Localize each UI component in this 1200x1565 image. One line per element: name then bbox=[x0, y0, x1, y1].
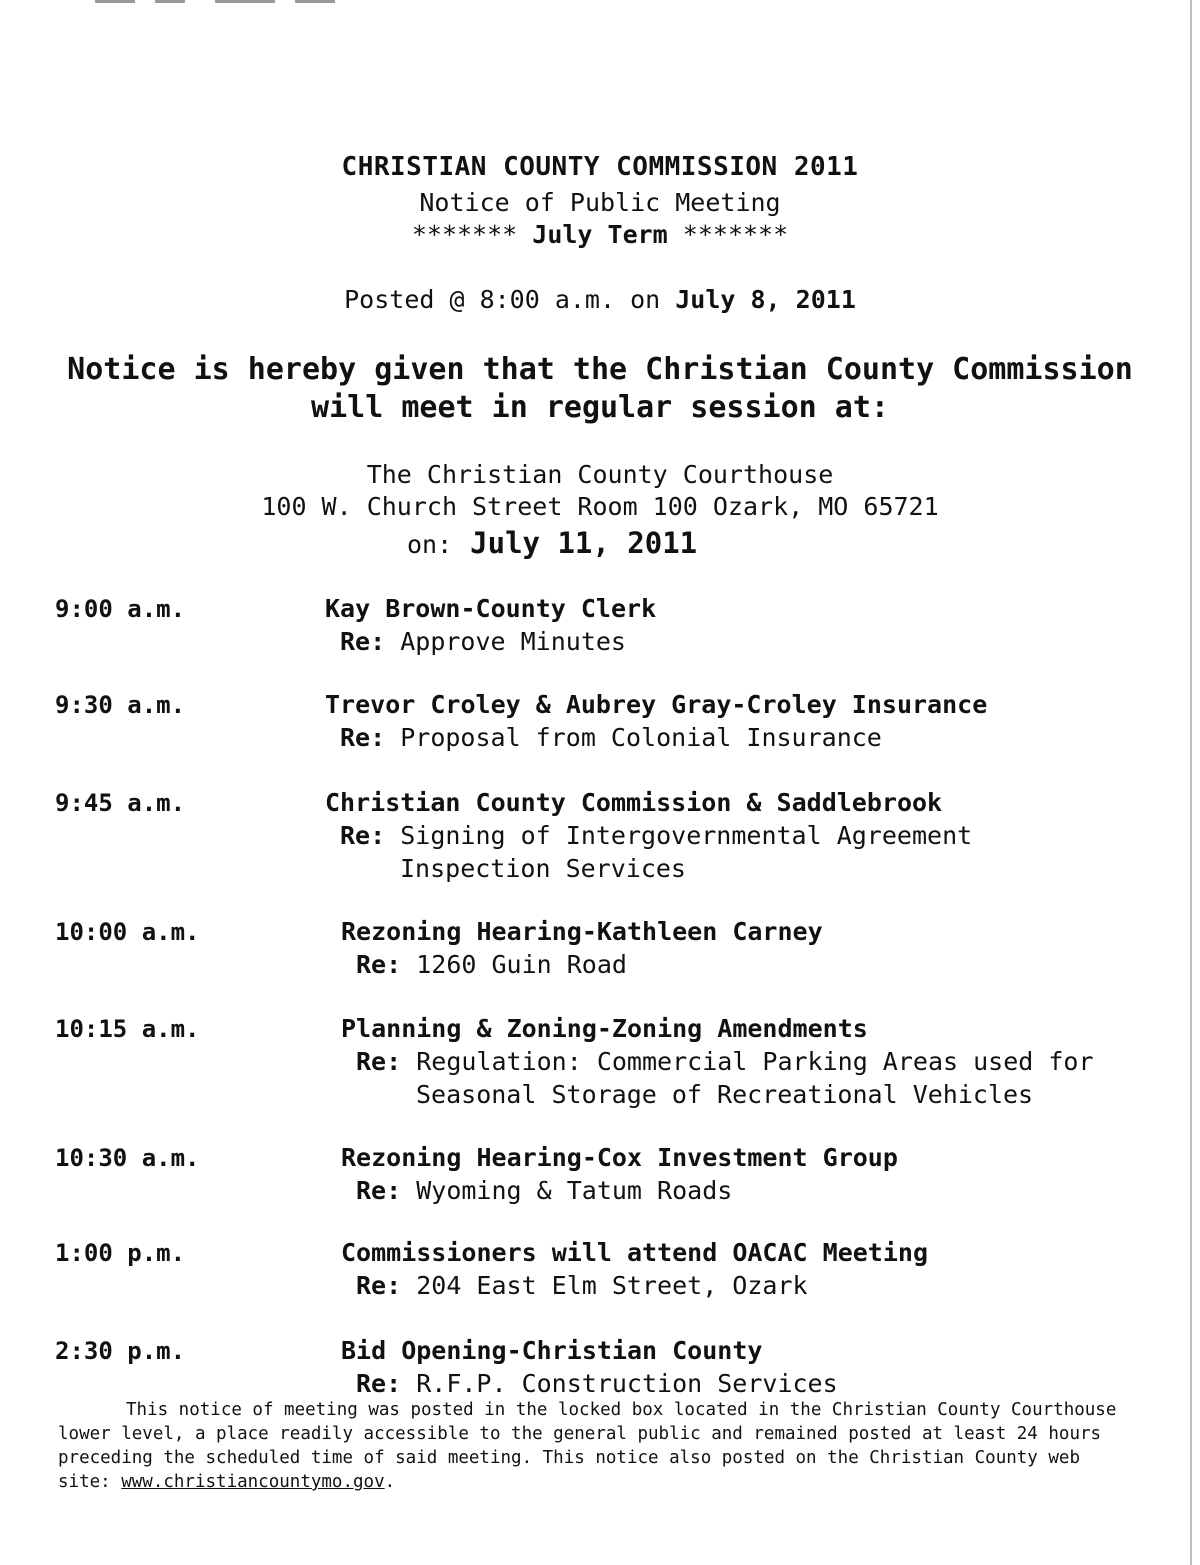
site-prefix: site: bbox=[58, 1472, 122, 1492]
footnote-line: This notice of meeting was posted in the locked box located in the Christian County Courthouse bbox=[126, 1400, 1117, 1420]
re-label: Re: bbox=[356, 1369, 402, 1398]
regarding-text: Proposal from Colonial Insurance bbox=[400, 723, 882, 752]
agenda-presenter: Planning & Zoning-Zoning Amendments bbox=[341, 1014, 868, 1043]
re-label: Re: bbox=[340, 821, 386, 850]
posted-prefix: Posted @ 8:00 a.m. on bbox=[344, 285, 661, 314]
posting-footnote bbox=[58, 1398, 1148, 1494]
term-stars-right: ******* bbox=[682, 220, 789, 249]
agenda-time: 10:00 a.m. bbox=[55, 918, 200, 946]
agenda-regarding bbox=[356, 950, 627, 979]
agenda-presenter: Trevor Croley & Aubrey Gray-Croley Insurance bbox=[325, 690, 988, 719]
re-label: Re: bbox=[356, 1176, 402, 1205]
posted-line bbox=[0, 285, 1200, 314]
agenda-presenter: Rezoning Hearing-Cox Investment Group bbox=[341, 1143, 898, 1172]
agenda-presenter: Rezoning Hearing-Kathleen Carney bbox=[341, 917, 823, 946]
agenda-regarding bbox=[356, 1047, 1094, 1076]
posted-date: July 8, 2011 bbox=[675, 285, 856, 314]
regarding-text: R.F.P. Construction Services bbox=[416, 1369, 838, 1398]
on-label: on: bbox=[407, 530, 453, 559]
re-label: Re: bbox=[356, 1047, 402, 1076]
notice-line-1: Notice is hereby given that the Christian County Commission bbox=[67, 352, 1133, 387]
regarding-text: 1260 Guin Road bbox=[416, 950, 627, 979]
agenda-regarding-continued: Seasonal Storage of Recreational Vehicles bbox=[416, 1080, 1034, 1109]
agenda-time: 10:15 a.m. bbox=[55, 1015, 200, 1043]
site-suffix: . bbox=[384, 1472, 396, 1492]
agenda-regarding bbox=[340, 821, 972, 850]
agenda-time: 1:00 p.m. bbox=[55, 1239, 186, 1267]
re-label: Re: bbox=[356, 1271, 402, 1300]
agenda-regarding bbox=[356, 1176, 732, 1205]
scan-marks bbox=[95, 0, 425, 6]
agenda-time: 2:30 p.m. bbox=[55, 1337, 186, 1365]
agenda-time: 9:45 a.m. bbox=[55, 789, 186, 817]
regarding-text: Wyoming & Tatum Roads bbox=[416, 1176, 733, 1205]
agenda-time: 9:00 a.m. bbox=[55, 595, 186, 623]
regarding-text: 204 East Elm Street, Ozark bbox=[416, 1271, 808, 1300]
regarding-text: Regulation: Commercial Parking Areas used for bbox=[416, 1047, 1094, 1076]
agenda-presenter: Kay Brown-County Clerk bbox=[325, 594, 657, 623]
re-label: Re: bbox=[340, 723, 386, 752]
location-address: 100 W. Church Street Room 100 Ozark, MO 65721 bbox=[261, 492, 939, 521]
re-label: Re: bbox=[340, 627, 386, 656]
regarding-text: Approve Minutes bbox=[400, 627, 626, 656]
footnote-line: lower level, a place readily accessible to the general public and remained posted at least 24 hours bbox=[58, 1424, 1102, 1444]
footnote-line: preceding the scheduled time of said meeting. This notice also posted on the Christian County web bbox=[58, 1448, 1080, 1468]
agenda-regarding-continued: Inspection Services bbox=[400, 854, 686, 883]
page-title: CHRISTIAN COUNTY COMMISSION 2011 bbox=[341, 152, 859, 182]
notice-line-2: will meet in regular session at: bbox=[311, 390, 889, 425]
term-label: July Term bbox=[532, 220, 668, 249]
re-label: Re: bbox=[356, 950, 402, 979]
agenda-regarding bbox=[340, 627, 626, 656]
term-line bbox=[0, 220, 1200, 249]
regarding-text: Signing of Intergovernmental Agreement bbox=[400, 821, 973, 850]
agenda-presenter: Commissioners will attend OACAC Meeting bbox=[341, 1238, 928, 1267]
term-stars-left: ******* bbox=[411, 220, 518, 249]
agenda-time: 10:30 a.m. bbox=[55, 1144, 200, 1172]
location-name: The Christian County Courthouse bbox=[366, 460, 834, 489]
agenda-regarding bbox=[340, 723, 882, 752]
page-subtitle: Notice of Public Meeting bbox=[419, 188, 781, 217]
footnote-line bbox=[58, 1470, 1148, 1494]
meeting-date-line bbox=[407, 526, 697, 560]
website-link[interactable]: www.christiancountymo.gov bbox=[121, 1472, 385, 1492]
agenda-time: 9:30 a.m. bbox=[55, 691, 186, 719]
agenda-regarding bbox=[356, 1369, 838, 1398]
agenda-presenter: Christian County Commission & Saddlebrook bbox=[325, 788, 943, 817]
agenda-presenter: Bid Opening-Christian County bbox=[341, 1336, 763, 1365]
meeting-date: July 11, 2011 bbox=[470, 526, 698, 560]
agenda-regarding bbox=[356, 1271, 808, 1300]
